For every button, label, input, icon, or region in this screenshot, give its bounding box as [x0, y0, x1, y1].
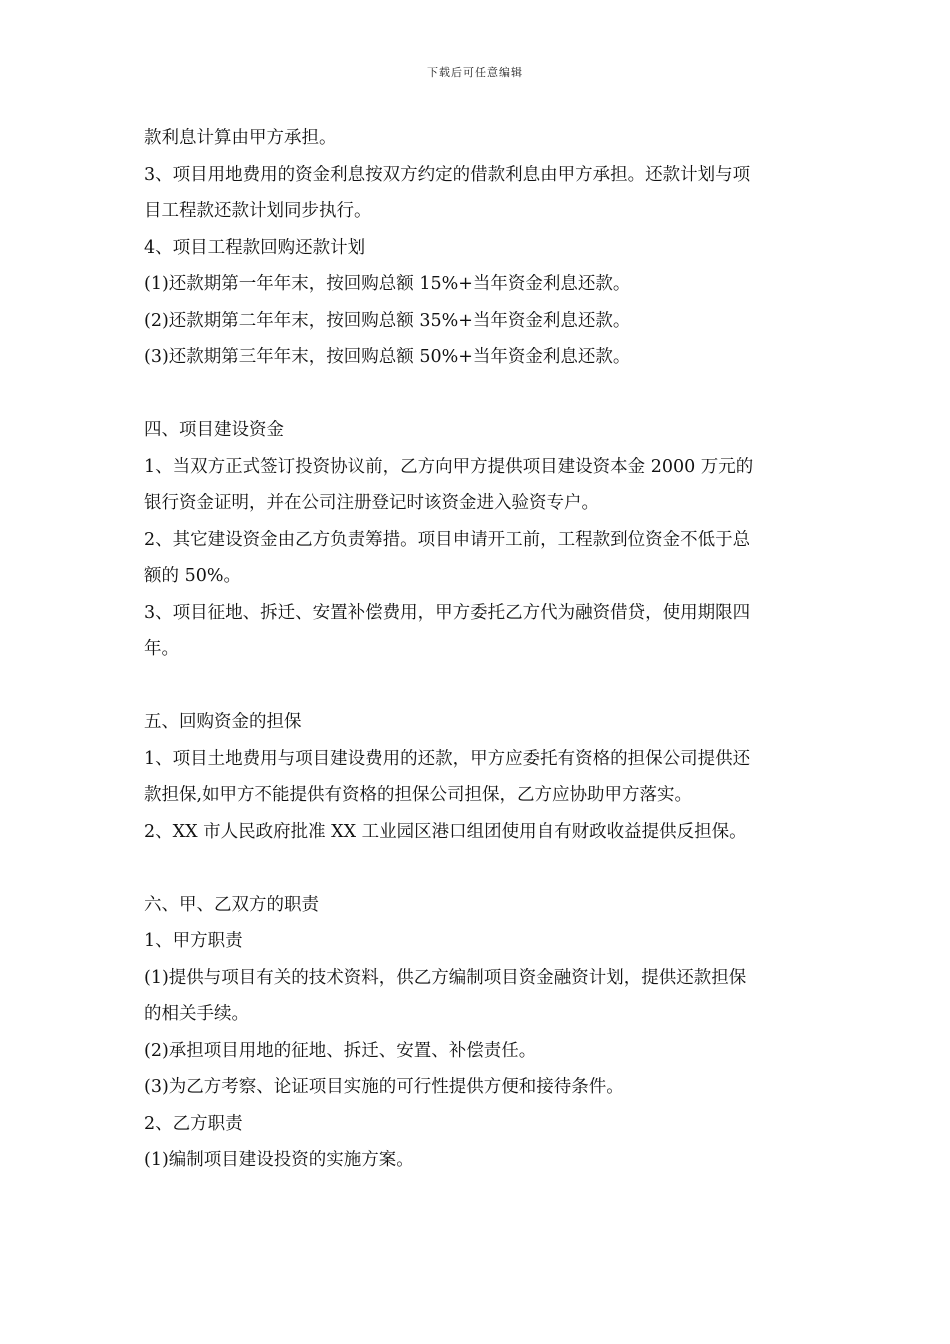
text-line: 2、其它建设资金由乙方负责筹措。项目申请开工前，工程款到位资金不低于总	[144, 529, 751, 550]
text-line: 3、项目用地费用的资金利息按双方约定的借款利息由甲方承担。还款计划与项	[144, 164, 751, 185]
text-line: (1)还款期第一年年末，按回购总额 15%+当年资金利息还款。	[144, 274, 631, 294]
text-line: (2)承担项目用地的征地、拆迁、安置、补偿责任。	[144, 1040, 537, 1061]
text-line: 的相关手续。	[144, 1004, 249, 1024]
text-line: 款利息计算由甲方承担。	[144, 128, 337, 148]
page-header: 下载后可任意编辑	[427, 66, 523, 79]
text-line: (2)还款期第二年年末，按回购总额 35%+当年资金利息还款。	[144, 310, 631, 331]
text-line: 3、项目征地、拆迁、安置补偿费用，甲方委托乙方代为融资借贷，使用期限四	[144, 602, 751, 623]
text-line: (3)为乙方考察、论证项目实施的可行性提供方便和接待条件。	[144, 1077, 624, 1097]
section-heading: 五、回购资金的担保	[144, 712, 302, 732]
text-line: 2、XX 市人民政府批准 XX 工业园区港口组团使用自有财政收益提供反担保。	[144, 821, 747, 842]
text-line: 1、甲方职责	[144, 931, 243, 951]
text-line: (3)还款期第三年年末，按回购总额 50%+当年资金利息还款。	[144, 347, 631, 367]
text-line: 2、乙方职责	[144, 1113, 243, 1134]
blank-line	[144, 376, 806, 413]
text-line: 额的 50%。	[144, 566, 241, 586]
text-line: 年。	[144, 639, 179, 659]
text-line: 款担保,如甲方不能提供有资格的担保公司担保，乙方应协助甲方落实。	[144, 785, 693, 805]
text-line: 目工程款还款计划同步执行。	[144, 201, 372, 221]
section-heading: 四、项目建设资金	[144, 420, 284, 440]
document-body	[144, 120, 806, 1179]
text-line: 1、项目土地费用与项目建设费用的还款，甲方应委托有资格的担保公司提供还	[144, 748, 751, 769]
section-heading: 六、甲、乙双方的职责	[144, 894, 319, 915]
text-line: 银行资金证明，并在公司注册登记时该资金进入验资专户。	[144, 493, 599, 513]
text-line: 4、项目工程款回购还款计划	[144, 237, 366, 258]
text-line: (1)提供与项目有关的技术资料，供乙方编制项目资金融资计划，提供还款担保	[144, 967, 747, 988]
text-line: (1)编制项目建设投资的实施方案。	[144, 1150, 414, 1170]
blank-line	[144, 850, 806, 887]
text-line: 1、当双方正式签订投资协议前，乙方向甲方提供项目建设资本金 2000 万元的	[144, 456, 754, 477]
blank-line	[144, 668, 806, 705]
